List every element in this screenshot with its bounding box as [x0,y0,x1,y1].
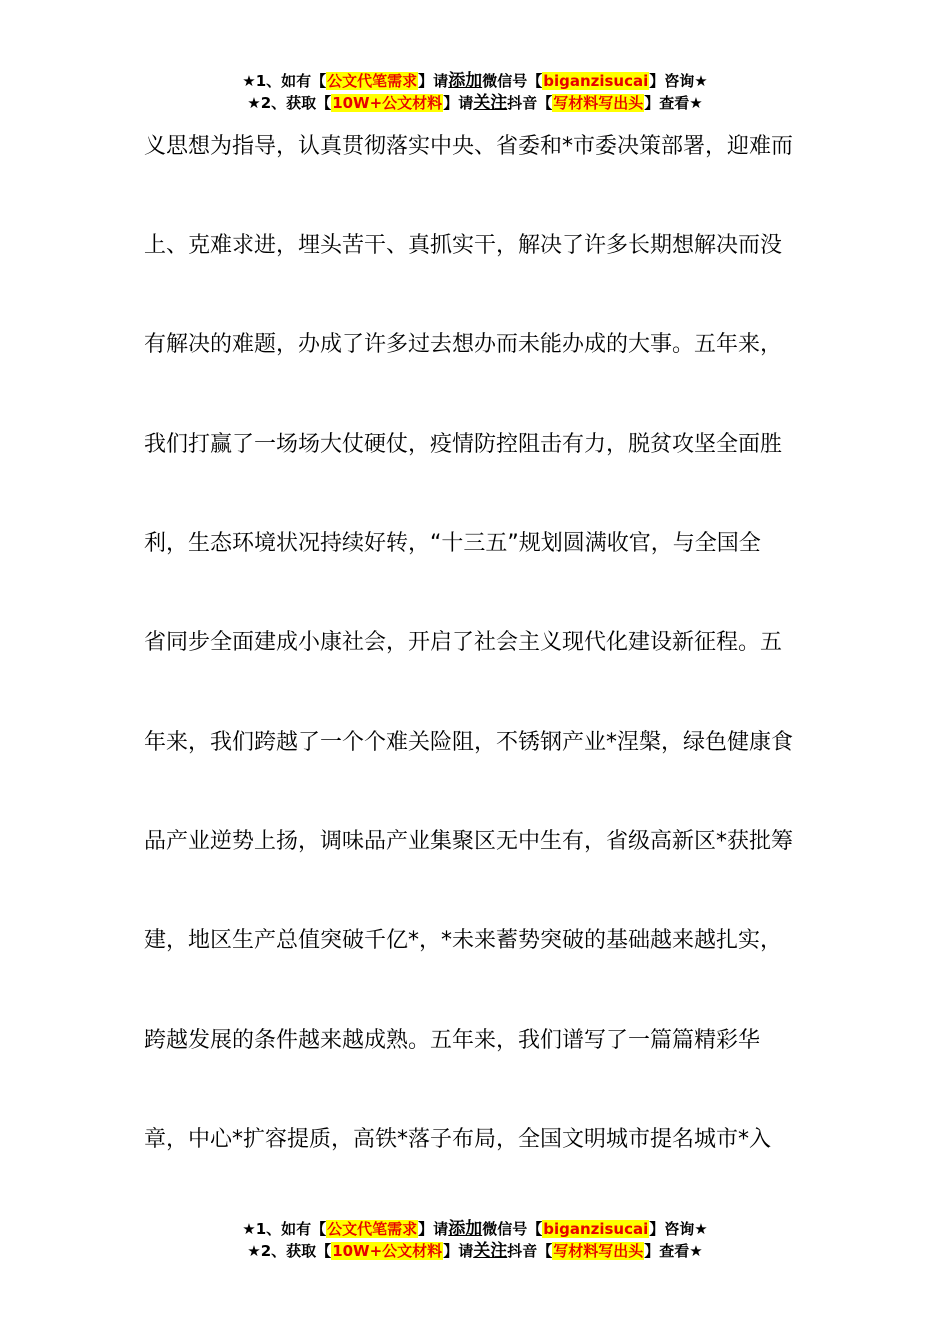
highlight-wechat-id: biganzisucai [543,72,649,90]
highlight-materials: 10W+公文材料 [332,1242,443,1260]
banner-line-2 [0,92,950,114]
banner-text: ★2、获取【 [247,94,332,112]
underlined-text: 关注 [473,93,508,113]
highlight-service: 公文代笔需求 [327,1220,418,1238]
body-line: 跨越发展的条件越来越成熟。五年来，我们谱写了一篇篇精彩华 [144,1028,761,1053]
banner-text: 微信号【 [482,1220,543,1238]
banner-line-1 [0,70,950,92]
banner-text: 】咨询★ [649,1220,708,1238]
header-banner-bottom [0,1218,950,1262]
banner-text: 】请 [418,72,449,90]
highlight-douyin-account: 写材料写出头 [553,94,644,112]
underlined-text: 添加 [448,1219,483,1239]
body-line: 我们打赢了一场场大仗硬仗，疫情防控阻击有力，脱贫攻坚全面胜 [144,432,783,457]
body-line: 建，地区生产总值突破千亿*，*未来蓄势突破的基础越来越扎实， [144,928,783,953]
banner-text: 】请 [418,1220,449,1238]
banner-text: 】请 [443,1242,474,1260]
banner-text: 】查看★ [644,94,703,112]
banner-line-1 [0,1218,950,1240]
banner-line-2 [0,1240,950,1262]
underlined-text: 关注 [473,1241,508,1261]
banner-text: 抖音【 [507,94,553,112]
banner-text: ★1、如有【 [242,1220,327,1238]
banner-text: 】咨询★ [649,72,708,90]
body-line: 品产业逆势上扬，调味品产业集聚区无中生有，省级高新区*获批筹 [144,829,794,854]
underlined-text: 添加 [448,71,483,91]
header-banner-top [0,70,950,114]
body-line: 省同步全面建成小康社会，开启了社会主义现代化建设新征程。五 [144,630,783,655]
highlight-materials: 10W+公文材料 [332,94,443,112]
banner-text: 抖音【 [507,1242,553,1260]
body-line: 利，生态环境状况持续好转，“十三五”规划圆满收官，与全国全 [144,531,761,556]
highlight-douyin-account: 写材料写出头 [553,1242,644,1260]
banner-text: 】请 [443,94,474,112]
body-line: 上、克难求进，埋头苦干、真抓实干，解决了许多长期想解决而没 [144,233,783,258]
body-line: 义思想为指导，认真贯彻落实中央、省委和*市委决策部署，迎难而 [144,134,794,159]
highlight-service: 公文代笔需求 [327,72,418,90]
banner-text: 微信号【 [482,72,543,90]
banner-text: ★1、如有【 [242,72,327,90]
body-line: 年来，我们跨越了一个个难关险阻，不锈钢产业*涅槃，绿色健康食 [144,730,794,755]
body-line: 有解决的难题，办成了许多过去想办而未能办成的大事。五年来， [144,332,783,357]
highlight-wechat-id: biganzisucai [543,1220,649,1238]
body-line: 章，中心*扩容提质，高铁*落子布局，全国文明城市提名城市*入 [144,1127,772,1152]
banner-text: 】查看★ [644,1242,703,1260]
banner-text: ★2、获取【 [247,1242,332,1260]
